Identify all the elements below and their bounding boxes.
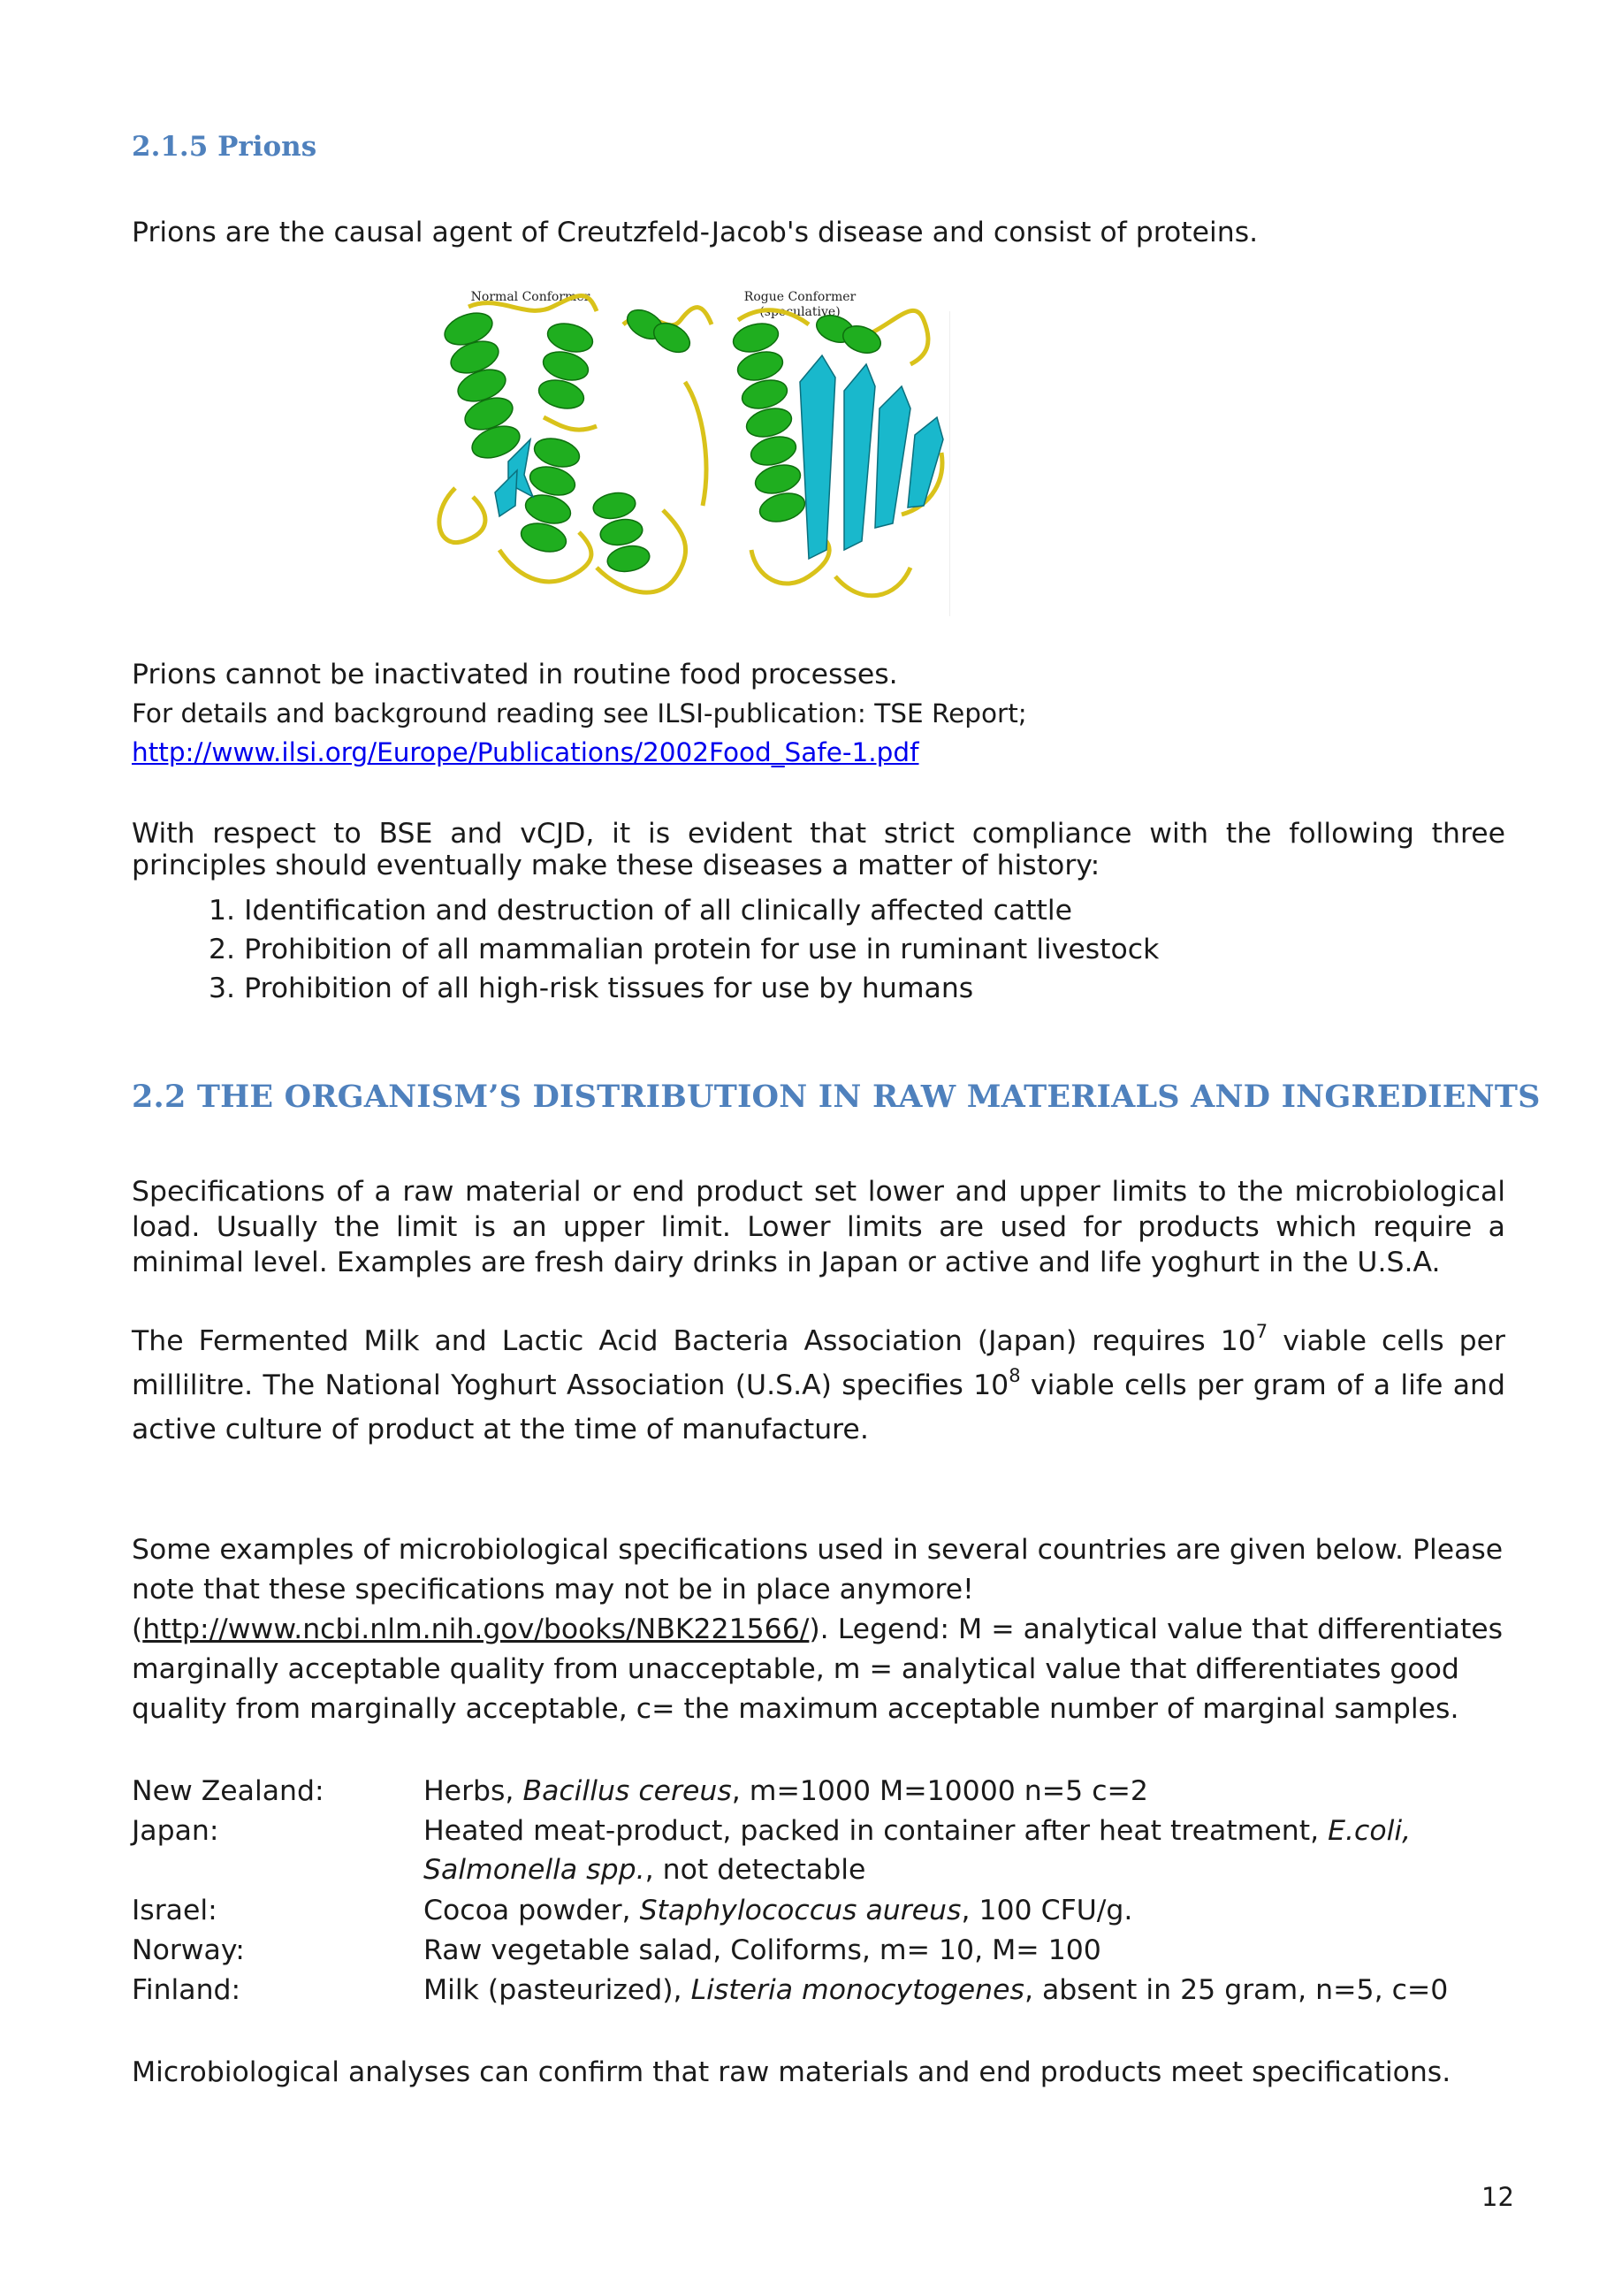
- section-heading-prions: 2.1.5 Prions: [132, 131, 317, 163]
- examples-open-paren: (: [132, 1613, 143, 1645]
- figure-label-rogue-note: (speculative): [759, 305, 841, 319]
- spec-description: Herbs, Bacillus cereus, m=1000 M=10000 n=5 c=2: [423, 1775, 1148, 1807]
- examples-text-a: Some examples of microbiological specifications used in several countries are given below. Please note that these specifications may not be in place anymore!: [132, 1534, 1504, 1606]
- prions-details-text: For details and background reading see ILSI-publication: TSE Report;: [132, 698, 1027, 728]
- spec-description: Raw vegetable salad, Coliforms, m= 10, M= 100: [423, 1934, 1101, 1966]
- closing-statement: Microbiological analyses can confirm that raw materials and end products meet specifications.: [132, 2056, 1451, 2088]
- viable-cells-text-a: The Fermented Milk and Lactic Acid Bacteria Association (Japan) requires 10: [132, 1325, 1256, 1357]
- spec-organism: Staphylococcus aureus: [639, 1895, 962, 1926]
- spec-description: Cocoa powder, Staphylococcus aureus, 100 CFU/g.: [423, 1895, 1133, 1926]
- spec-organism: Bacillus cereus: [522, 1775, 732, 1807]
- section-heading-distribution: 2.2 THE ORGANISM’S DISTRIBUTION IN RAW MATERIALS AND INGREDIENTS: [132, 1079, 1541, 1115]
- exponent-7: 7: [1255, 1321, 1268, 1342]
- bse-principles-intro: With respect to BSE and vCJD, it is evident that strict compliance with the following three principles should eventually make these diseases a matter of history:: [132, 818, 1505, 881]
- ilsi-publication-link[interactable]: http://www.ilsi.org/Europe/Publications/2002Food_Safe-1.pdf: [132, 737, 919, 767]
- examples-text-b: ). Legend: M = analytical value that differentiates marginally acceptable quality from unacceptable, m = analytical value that differentiates good quality from marginally acceptable, c= the maximum acceptable number of marginal samples.: [132, 1613, 1504, 1725]
- spec-description: Heated meat-product, packed in container after heat treatment, E.coli, Salmonella spp., not detectable: [423, 1815, 1412, 1886]
- viable-cells-text-c: viable cells per gram of a life and active culture of product at the time of manufacture.: [132, 1369, 1505, 1445]
- spec-row-japan: [132, 1812, 1511, 1891]
- spec-country: Finland:: [132, 1974, 241, 2006]
- ncbi-books-link[interactable]: http://www.ncbi.nlm.nih.gov/books/NBK221566/: [142, 1613, 810, 1645]
- exponent-8: 8: [1009, 1365, 1021, 1386]
- principle-item-3: 3. Prohibition of all high-risk tissues for use by humans: [209, 973, 974, 1004]
- spec-country: New Zealand:: [132, 1775, 324, 1807]
- prions-intro-text: Prions are the causal agent of Creutzfeld-Jacob's disease and consist of proteins.: [132, 217, 1259, 248]
- prion-conformer-figure: [420, 285, 950, 616]
- principle-item-2: 2. Prohibition of all mammalian protein for use in ruminant livestock: [209, 934, 1160, 965]
- figure-label-rogue: Rogue Conformer: [743, 290, 857, 304]
- examples-paragraph: [132, 1530, 1511, 1729]
- prions-inactivation-text: Prions cannot be inactivated in routine food processes.: [132, 659, 898, 690]
- spec-country: Japan:: [132, 1815, 219, 1847]
- viable-cells-text-b: viable cells per millilitre. The National Yoghurt Association (U.S.A) specifies 10: [132, 1325, 1505, 1401]
- principle-item-1: 1. Identification and destruction of all clinically affected cattle: [209, 895, 1073, 927]
- specifications-paragraph: Specifications of a raw material or end product set lower and upper limits to the microbiological load. Usually the limit is an upper limit. Lower limits are used for products which require a minimal level. Examples are fresh dairy drinks in Japan or active and life yoghurt in the U.S.A.: [132, 1176, 1505, 1278]
- page-number: 12: [1481, 2182, 1514, 2212]
- spec-country: Israel:: [132, 1895, 217, 1926]
- viable-cells-paragraph: [132, 1319, 1505, 1452]
- figure-label-normal: Normal Conformer: [470, 290, 590, 304]
- spec-organism: E.coli,: [1328, 1815, 1412, 1847]
- spec-country: Norway:: [132, 1934, 245, 1966]
- spec-description: Milk (pasteurized), Listeria monocytogenes, absent in 25 gram, n=5, c=0: [423, 1974, 1449, 2006]
- spec-organism: Listeria monocytogenes: [690, 1974, 1024, 2006]
- spec-organism-2: Salmonella spp.: [423, 1854, 645, 1886]
